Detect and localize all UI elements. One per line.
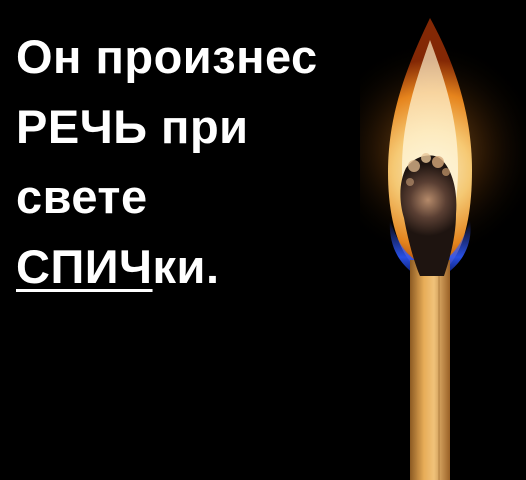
caption-text — [16, 22, 396, 302]
caption-underlined-word: СПИЧ — [16, 240, 153, 293]
caption-word-suffix: ки. — [152, 240, 220, 293]
caption-line-1: Он произнес — [16, 30, 318, 83]
caption-line-2: РЕЧЬ при — [16, 100, 249, 153]
burning-match-image — [360, 0, 526, 480]
caption-line-4 — [16, 232, 396, 302]
caption-line-3: свете — [16, 170, 148, 223]
